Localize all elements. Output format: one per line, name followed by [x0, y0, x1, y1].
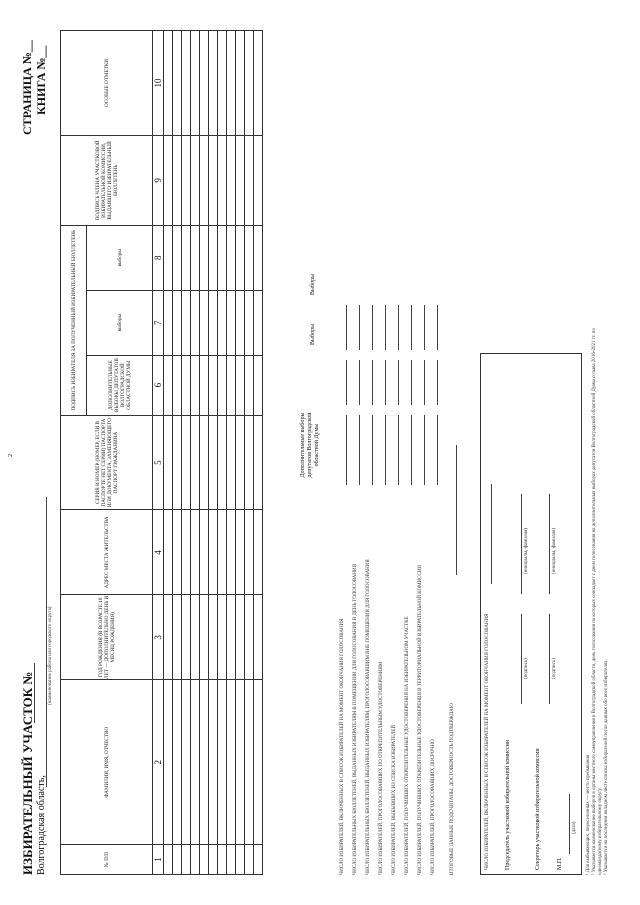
colnum-7: 7: [153, 290, 164, 355]
colnum-9: 9: [153, 135, 164, 225]
secretary-name-line: [549, 494, 550, 594]
table-row: [209, 31, 218, 875]
summary-block: [340, 305, 463, 875]
colnum-1: 1: [153, 845, 164, 875]
footnote-1: ¹ Для выбывающих, переселенных — место пребывания: [586, 754, 591, 875]
table-row: [254, 31, 263, 875]
summary-line: [353, 305, 366, 875]
summary-line-text: ЧИСЛО ИЗБИРАТЕЛЕЙ, ПОЛУЧИВШИХ ОТКРЕПИТЕЛЬНЫЕ УДОСТОВЕРЕНИЯ НА ИЗБИРАТЕЛЬНОМ УЧАСТКЕ: [405, 616, 410, 875]
colnum-10: 10: [153, 31, 164, 136]
col-notes-header: ОСОБЫЕ ОТМЕТКИ: [61, 31, 153, 136]
polling-station-title: ИЗБИРАТЕЛЬНЫЙ УЧАСТОК №: [20, 671, 35, 875]
footnote-3: ³ Указывается на последнем вкладном листе списка избирателей после данных обо всех избирателях.: [604, 659, 609, 875]
summary-line: [418, 305, 431, 875]
summary-line-text: ЧИСЛО ИЗБИРАТЕЛЕЙ, ПОЛУЧИВШИХ ОТКРЕПИТЕЛЬНЫЕ УДОСТОВЕРЕНИЯ В ТЕРРИТОРИАЛЬНОЙ ИЗБИРАТЕЛЬНОЙ КОМИССИИ: [418, 564, 423, 875]
summary-line: [379, 305, 392, 875]
region-label: Волгоградская область,: [36, 775, 47, 875]
summary-line: [366, 305, 379, 875]
col-voter-signature-header: ПОДПИСЬ ИЗБИРАТЕЛЯ ЗА ПОЛУЧЕННЫЙ ИЗБИРАТЕЛЬНЫЙ БЮЛЛЕТЕНЬ: [61, 225, 87, 415]
stamp-place: М.П.: [557, 857, 563, 870]
summary-line: [392, 305, 405, 875]
signature-box: [480, 353, 582, 875]
summary-header-elections-2: Выборы: [310, 273, 316, 295]
table-row: [164, 31, 173, 875]
colnum-2: 2: [153, 680, 164, 845]
summary-line-text: ЧИСЛО ИЗБИРАТЕЛЕЙ, ПРОГОЛОСОВАВШИХ ПО ОТКРЕПИТЕЛЬНЫМ УДОСТОВЕРЕНИЯМ: [379, 661, 384, 875]
secretary-sign-caption: (подпись): [552, 658, 557, 679]
summary-header-additional: Дополнительные выборы депутатов Волгоградской областной Думы: [300, 412, 320, 478]
colnum-5: 5: [153, 415, 164, 510]
date-caption: (дата): [572, 821, 577, 834]
chairman-sign-line: [521, 614, 522, 704]
table-row: [182, 31, 191, 875]
polling-station-number-line: [34, 663, 35, 723]
district-line: [46, 497, 47, 787]
secretary-name-caption: (инициалы, фамилия): [552, 527, 557, 574]
subcol-elections-1: выборы: [87, 290, 153, 355]
subcol-elections-2: выборы: [87, 225, 153, 290]
district-note: (наименование района или городского округа): [48, 606, 53, 705]
summary-line-text: ЧИСЛО ИЗБИРАТЕЛЕЙ, ВЫБЫВШИХ ИЗ СПИСКА ИЗБИРАТЕЛЕЙ: [392, 724, 397, 875]
table-row: [227, 31, 236, 875]
table-row: [218, 31, 227, 875]
summary-line-text: ЧИСЛО ИЗБИРАТЕЛЬНЫХ БЮЛЛЕТЕНЕЙ, ВЫДАННЫХ ИЗБИРАТЕЛЯМ, ПРОГОЛОСОВАВШИМ ВНЕ ПОМЕЩЕНИЯ ДЛЯ ГОЛОСОВАНИЯ: [366, 559, 371, 875]
chairman-sign-caption: (подпись): [524, 658, 529, 679]
summary-line: [340, 305, 353, 875]
final-data-text: ИТОГОВЫЕ ДАННЫЕ ПОДСЧИТАНЫ, ДОСТОВЕРНОСТЬ ПОДТВЕРЖДАЮ: [450, 703, 455, 875]
secretary-sign-line: [549, 614, 550, 704]
signature-count-line: ЧИСЛО ИЗБИРАТЕЛЕЙ, ВКЛЮЧЕННЫХ В СПИСОК ИЗБИРАТЕЛЕЙ НА МОМЕНТ ОКОНЧАНИЯ ГОЛОСОВАНИЯ: [485, 613, 490, 870]
col-name-header: ФАМИЛИЯ, ИМЯ, ОТЧЕСТВО: [61, 680, 153, 845]
col-member-signature-header: ПОДПИСЬ ЧЛЕНА УЧАСТКОВОЙ ИЗБИРАТЕЛЬНОЙ КОМИССИИ, ВЫДАВШЕГО ИЗБИРАТЕЛЬНЫЙ БЮЛЛЕТЕНЬ: [61, 135, 153, 225]
col-birth-header: ГОД РОЖДЕНИЯ (В ВОЗРАСТЕ 18 ЛЕТ — ДОПОЛНИТЕЛЬНО ДЕНЬ И МЕСЯЦ РОЖДЕНИЯ): [61, 595, 153, 680]
summary-line: [405, 305, 418, 875]
summary-line: [431, 305, 444, 875]
chairman-name-caption: (инициалы, фамилия): [524, 527, 529, 574]
secretary-label: Секретарь участковой избирательной комиссии: [535, 748, 541, 870]
table-row: [245, 31, 254, 875]
table-row: [191, 31, 200, 875]
page-label: СТРАНИЦА №__: [20, 40, 34, 135]
column-number-row: [153, 31, 164, 875]
chairman-label: Председатель участковой избирательной комиссии: [505, 740, 511, 870]
summary-line-text: ЧИСЛО ИЗБИРАТЕЛЕЙ, ПРОГОЛОСОВАВШИХ ДОСРОЧНО: [431, 739, 436, 875]
summary-line-text: ЧИСЛО ИЗБИРАТЕЛЬНЫХ БЮЛЛЕТЕНЕЙ, ВЫДАННЫХ ИЗБИРАТЕЛЯМ В ПОМЕЩЕНИИ ДЛЯ ГОЛОСОВАНИЯ В ДЕНЬ ГОЛОСОВАНИЯ: [353, 564, 358, 875]
page-number: 2: [8, 454, 14, 457]
summary-header-elections-1: Выборы: [310, 323, 316, 345]
col-number-header: № П/П: [61, 845, 153, 875]
footnotes: [586, 315, 610, 875]
final-data-line: [450, 305, 463, 875]
table-row: [173, 31, 182, 875]
table-row: [236, 31, 245, 875]
table-row: [200, 31, 209, 875]
colnum-3: 3: [153, 595, 164, 680]
date-line: [569, 794, 570, 854]
colnum-8: 8: [153, 225, 164, 290]
col-passport-header: СЕРИЯ И НОМЕР (НОМЕР, ЕСЛИ В ПАСПОРТЕ НЕТ СЕРИИ) ПАСПОРТА ИЛИ ДОКУМЕНТА, ЗАМЕНЯЮЩЕГО ПАСПОРТ ГРАЖДАНИНА: [61, 415, 153, 510]
colnum-6: 6: [153, 355, 164, 415]
book-label: КНИГА №__: [34, 45, 48, 115]
chairman-name-line: [521, 494, 522, 594]
subcol-additional-elections: ДОПОЛНИТЕЛЬНЫЕ ВЫБОРЫ ДЕПУТАТОВ ВОЛГОГРАДСКОЙ ОБЛАСТНОЙ ДУМЫ: [87, 355, 153, 415]
col-address-header: АДРЕС МЕСТА ЖИТЕЛЬСТВА: [61, 510, 153, 595]
colnum-4: 4: [153, 510, 164, 595]
footnote-2: ² Указывается наименование выборов в органы местного самоуправления в Волгоградской области, день голосования на которых совпадает с днем голосования на дополнительных выборах депутатов Волгоградской областной Думы созыва 2016-2021 гг. по одномандатному избирательному округу.: [592, 328, 603, 875]
voter-table: [60, 30, 263, 875]
summary-line-text: ЧИСЛО ИЗБИРАТЕЛЕЙ, ВКЛЮЧЕННЫХ В СПИСОК ИЗБИРАТЕЛЕЙ НА МОМЕНТ ОКОНЧАНИЯ ГОЛОСОВАНИЯ: [340, 618, 345, 875]
